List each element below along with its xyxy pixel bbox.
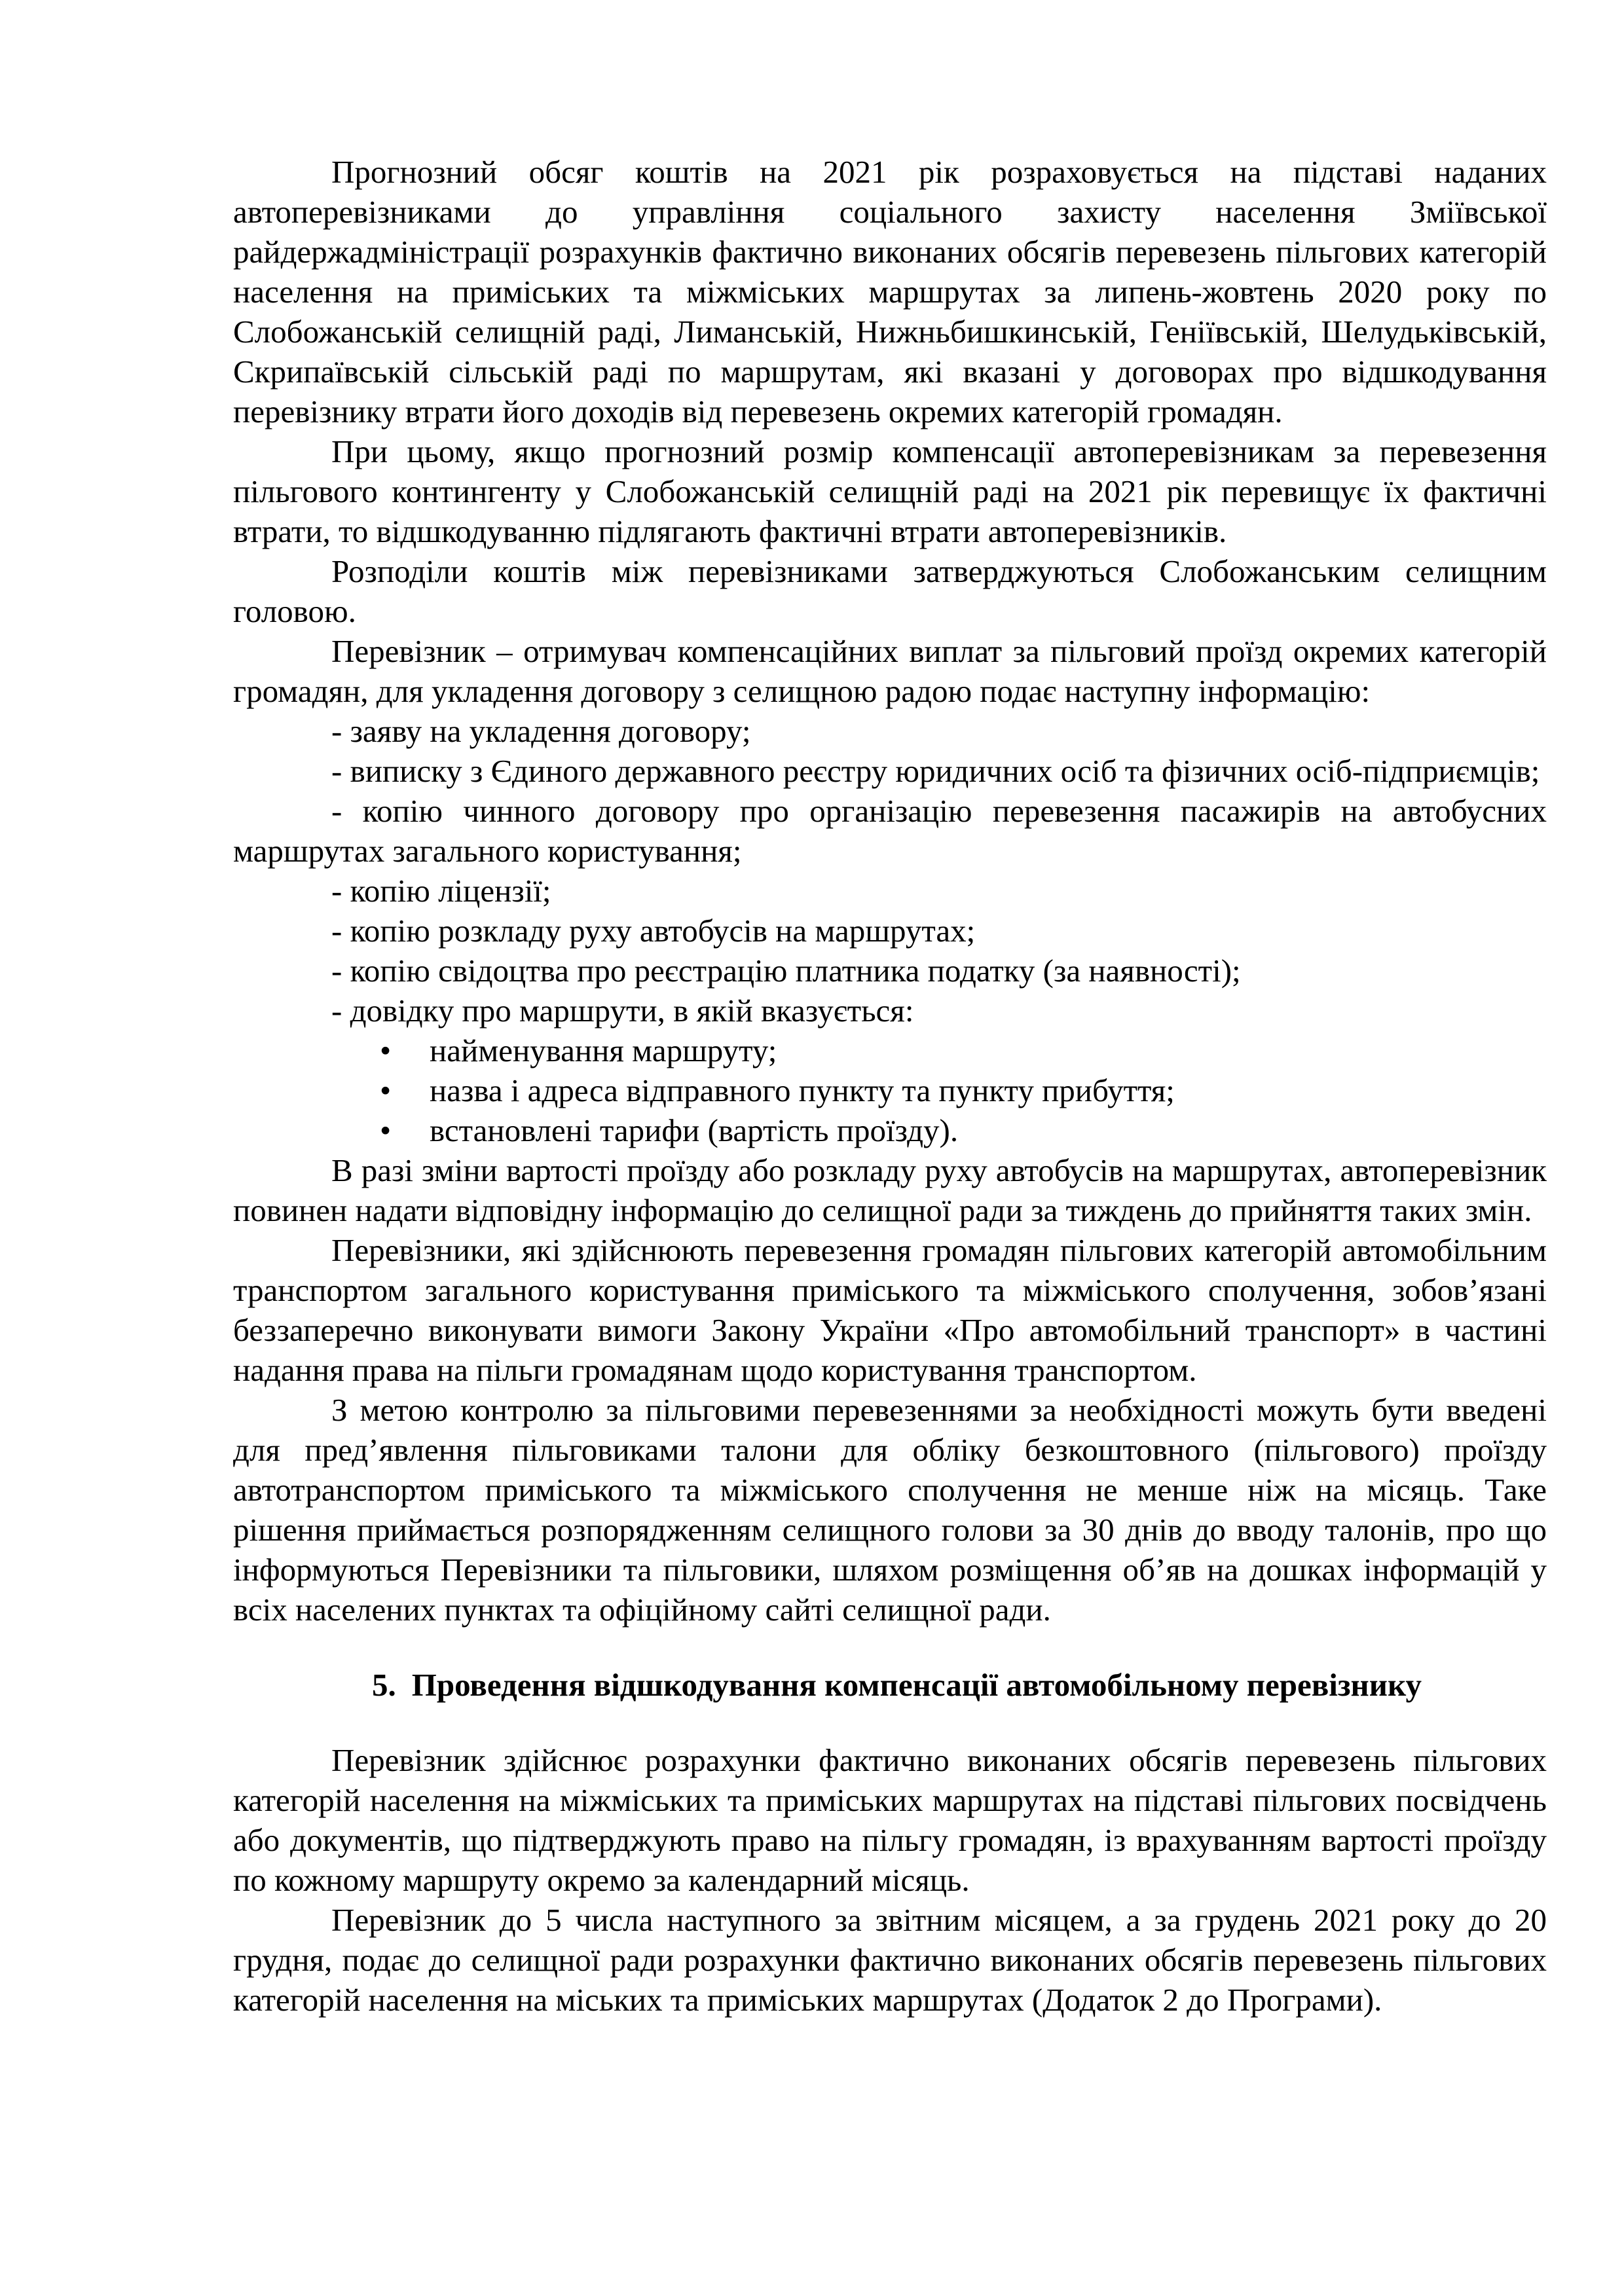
list-item: - виписку з Єдиного державного реєстру юридичних осіб та фізичних осіб-підприємців; (331, 753, 1540, 789)
bullet-icon: • (380, 1112, 392, 1148)
bullet-item (233, 1110, 1547, 1150)
document-list (233, 711, 1547, 1030)
list-item: - копію розкладу руху автобусів на маршрутах; (331, 913, 976, 949)
bullet-icon: • (380, 1032, 392, 1068)
paragraph-fare-change: В разі зміни вартості проїзду або розкладу руху автобусів на маршрутах, автоперевізник повинен надати відповідну інформацію до селищної ради за тиждень до прийняття таких змін. (233, 1152, 1547, 1228)
paragraph-carrier-obligations: Перевізники, які здійснюють перевезення громадян пільгових категорій автомобільним транспортом загального користування приміського та міжміського сполучення, зобов’язані беззаперечно виконувати вимоги Закону України «Про автомобільний транспорт» в частині надання права на пільги громадянам щодо користування транспортом. (233, 1232, 1547, 1388)
section-heading (233, 1665, 1547, 1705)
list-item: - копію чинного договору про організацію перевезення пасажирів на автобусних маршрутах загального користування; (233, 793, 1547, 869)
route-info-list (233, 1030, 1547, 1150)
bullet-text: назва і адреса відправного пункту та пункту прибуття; (430, 1072, 1175, 1108)
paragraph-calculations: Перевізник здійснює розрахунки фактично виконаних обсягів перевезень пільгових категорій населення на міжміських та приміських маршрутах на підставі пільгових посвідчень або документів, що підтверджують право на пільгу громадян, із врахуванням вартості проїзду по кожному маршруту окремо за календарний місяць. (233, 1742, 1547, 1898)
section-number: 5. (372, 1667, 396, 1703)
paragraph-carrier-documents: Перевізник – отримувач компенсаційних виплат за пільговий проїзд окремих категорій громадян, для укладення договору з селищною радою подає наступну інформацію: (233, 633, 1547, 709)
list-item: - заяву на укладення договору; (331, 713, 751, 749)
paragraph-distribution: Розподіли коштів між перевізниками затверджуються Слобожанським селищним головою. (233, 553, 1547, 629)
bullet-icon: • (380, 1072, 392, 1108)
paragraph-control-coupons: З метою контролю за пільговими перевезеннями за необхідності можуть бути введені для пред’явлення пільговиками талони для обліку безкоштовного (пільгового) проїзду автотранспортом приміського та міжміського сполучення не менше ніж на місяць. Таке рішення приймається розпорядженням селищного голови за 30 днів до вводу талонів, про що інформуються Перевізники та пільговики, шляхом розміщення об’яв на дошках інформацій у всіх населених пунктах та офіційному сайті селищної ради. (233, 1392, 1547, 1628)
paragraph-compensation-limit: При цьому, якщо прогнозний розмір компенсації автоперевізникам за перевезення пільгового контингенту у Слобожанській селищній раді на 2021 рік перевищує їх фактичні втрати, то відшкодуванню підлягають фактичні втрати автоперевізників. (233, 433, 1547, 549)
bullet-text: встановлені тарифи (вартість проїзду). (430, 1112, 959, 1148)
section-title: Проведення відшкодування компенсації автомобільному перевізнику (411, 1667, 1422, 1703)
list-item: - копію свідоцтва про реєстрацію платника податку (за наявності); (331, 953, 1241, 989)
paragraph-submission-deadline: Перевізник до 5 числа наступного за звітним місяцем, а за грудень 2021 року до 20 грудня, подає до селищної ради розрахунки фактично виконаних обсягів перевезень пільгових категорій населення на міських та приміських маршрутах (Додаток 2 до Програми). (233, 1902, 1547, 2018)
document-page (233, 152, 1547, 2020)
paragraph-forecast: Прогнозний обсяг коштів на 2021 рік розраховується на підставі наданих автоперевізниками до управління соціального захисту населення Зміївської райдержадміністрації розрахунків фактично виконаних обсягів перевезень пільгових категорій населення на приміських та міжміських маршрутах за липень-жовтень 2020 року по Слобожанській селищній раді, Лиманській, Нижньбишкинській, Геніївській, Шелудьківській, Скрипаївській сільській раді по маршрутам, які вказані у договорах про відшкодування перевізнику втрати його доходів від перевезень окремих категорій громадян. (233, 154, 1547, 429)
bullet-item (233, 1030, 1547, 1070)
bullet-text: найменування маршруту; (430, 1032, 777, 1068)
bullet-item (233, 1070, 1547, 1110)
list-item: - копію ліцензії; (331, 873, 551, 909)
list-item: - довідку про маршрути, в якій вказується: (331, 993, 914, 1029)
